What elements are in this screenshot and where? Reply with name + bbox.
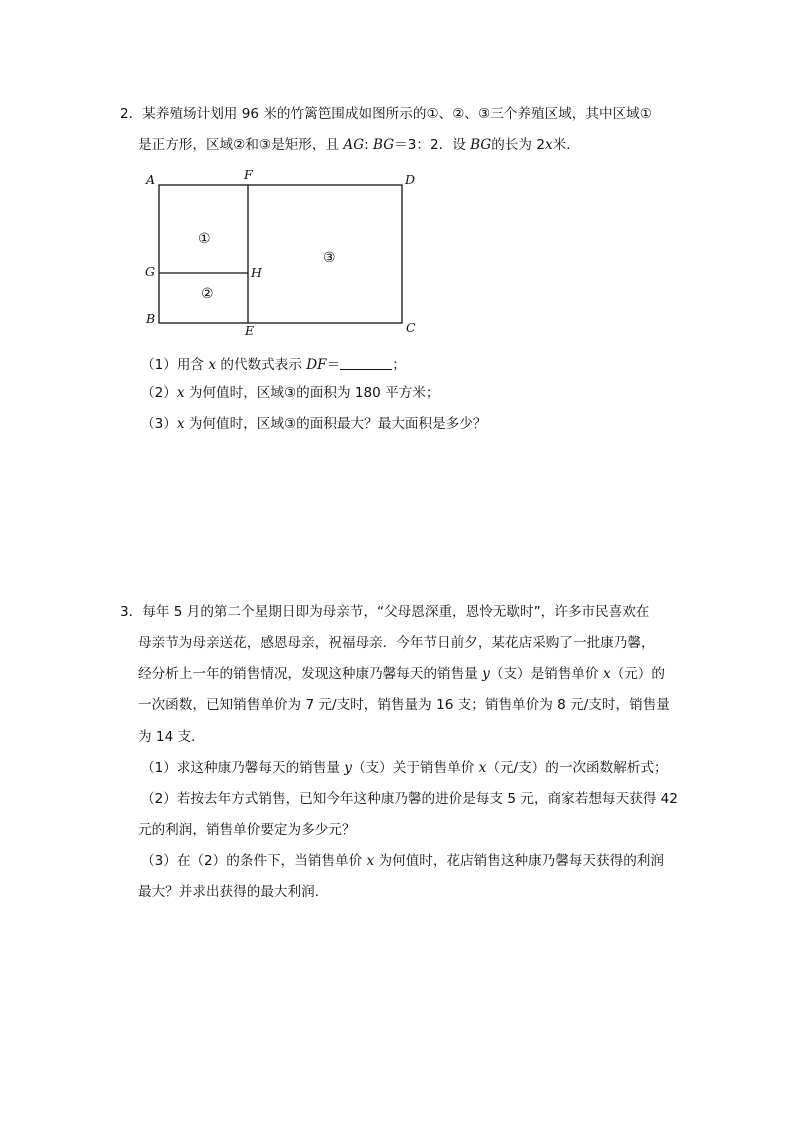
variable-x: x <box>545 137 553 153</box>
label-h: H <box>251 265 262 280</box>
answer-blank[interactable] <box>340 357 392 370</box>
q3-part-1-y: y <box>344 760 352 776</box>
q2-text-2c: ＝3：2．设 <box>394 137 471 153</box>
q3-line-4 <box>138 699 670 713</box>
q3-line-2 <box>138 637 655 651</box>
q3-part-2-text-2: 元的利润，销售单价要定为多少元？ <box>138 822 356 838</box>
q2-part-1-a: （1）用含 <box>141 357 209 373</box>
q3-part-3-line-1 <box>141 855 664 869</box>
q2-part-1-df: DF <box>306 357 327 373</box>
q3-part-3-line-2 <box>138 886 328 900</box>
segment-ag: AG <box>343 137 365 153</box>
q2-part-2-x: x <box>176 385 185 401</box>
q2-part-1-x: x <box>208 357 217 373</box>
q2-line-1 <box>120 108 652 122</box>
q3-part-2-text-1: （2）若按去年方式销售，已知今年这种康乃馨的进价是每支 5 元，商家若想每天获得 42 <box>141 791 678 807</box>
label-d: D <box>405 172 416 187</box>
q3-part-1-b: （支）关于销售单价 <box>351 760 479 776</box>
q2-part-3-x: x <box>176 416 185 432</box>
label-c: C <box>406 320 416 335</box>
q3-var-y: y <box>482 666 490 682</box>
region-1: ① <box>198 231 211 247</box>
q3-part-1-c: （元/支）的一次函数解析式； <box>486 760 668 776</box>
q3-part-3-b: 为何值时，花店销售这种康乃馨每天获得的利润 <box>374 853 664 869</box>
q2-line-2 <box>138 139 580 153</box>
segment-bg-2: BG <box>470 137 492 153</box>
q2-part-1-b: 的代数式表示 <box>216 357 307 373</box>
q3-text-1: 3．每年 5 月的第二个星期日即为母亲节，“父母恩深重，恩怜无歇时”，许多市民喜欢在 <box>120 604 650 620</box>
q3-part-1 <box>141 762 668 776</box>
q3-part-3-text-2: 最大？并求出获得的最大利润． <box>138 884 329 900</box>
label-f: F <box>244 167 253 182</box>
region-2: ② <box>201 286 214 302</box>
segment-bg: BG <box>373 137 395 153</box>
q2-text-2a: 是正方形，区域②和③是矩形，且 <box>138 137 344 153</box>
q3-var-x: x <box>602 666 611 682</box>
q2-part-3-b: 为何值时，区域③的面积最大？最大面积是多少？ <box>184 416 487 432</box>
q3-part-3-x: x <box>366 853 375 869</box>
label-b: B <box>146 311 156 326</box>
q2-text-2b: : <box>364 137 374 153</box>
outer-rectangle <box>159 185 402 323</box>
label-e: E <box>245 323 255 338</box>
q3-text-2: 母亲节为母亲送花，感恩母亲，祝福母亲．今年节日前夕，某花店采购了一批康乃馨， <box>138 635 655 651</box>
q2-part-2-a: （2） <box>141 385 177 401</box>
q3-part-1-x: x <box>478 760 487 776</box>
q3-text-3b: （支）是销售单价 <box>489 666 603 682</box>
q3-text-5: 为 14 支． <box>138 729 205 745</box>
q2-part-1-c: ＝ <box>326 357 341 373</box>
q2-text-2d: 的长为 2 <box>491 137 545 153</box>
q3-part-3-a: （3）在（2）的条件下，当销售单价 <box>141 853 367 869</box>
label-g: G <box>145 264 155 279</box>
q2-part-2 <box>141 387 440 401</box>
q3-part-1-a: （1）求这种康乃馨每天的销售量 <box>141 760 345 776</box>
q2-part-3 <box>141 418 487 432</box>
q2-part-3-a: （3） <box>141 416 177 432</box>
q2-part-2-b: 为何值时，区域③的面积为 180 平方米； <box>184 385 440 401</box>
q3-line-1 <box>120 606 649 620</box>
q3-line-3 <box>138 668 665 682</box>
q3-text-4: 一次函数，已知销售单价为 7 元/支时，销售量为 16 支；销售单价为 8 元/支时，销售量 <box>138 697 670 713</box>
q2-part-1 <box>141 357 406 373</box>
q2-text-1: 2．某养殖场计划用 96 米的竹篱笆围成如图所示的①、②、③三个养殖区域，其中区域① <box>120 106 652 122</box>
q3-text-3a: 经分析上一年的销售情况，发现这种康乃馨每天的销售量 <box>138 666 483 682</box>
q3-part-2-line-2 <box>138 824 356 838</box>
region-3: ③ <box>323 250 336 266</box>
q3-line-5 <box>138 731 205 745</box>
q3-text-3c: （元）的 <box>610 666 665 682</box>
q2-part-1-d: ； <box>392 357 406 373</box>
q3-part-2-line-1 <box>141 793 678 807</box>
q2-text-2e: 米． <box>552 137 580 153</box>
label-a: A <box>146 172 156 187</box>
